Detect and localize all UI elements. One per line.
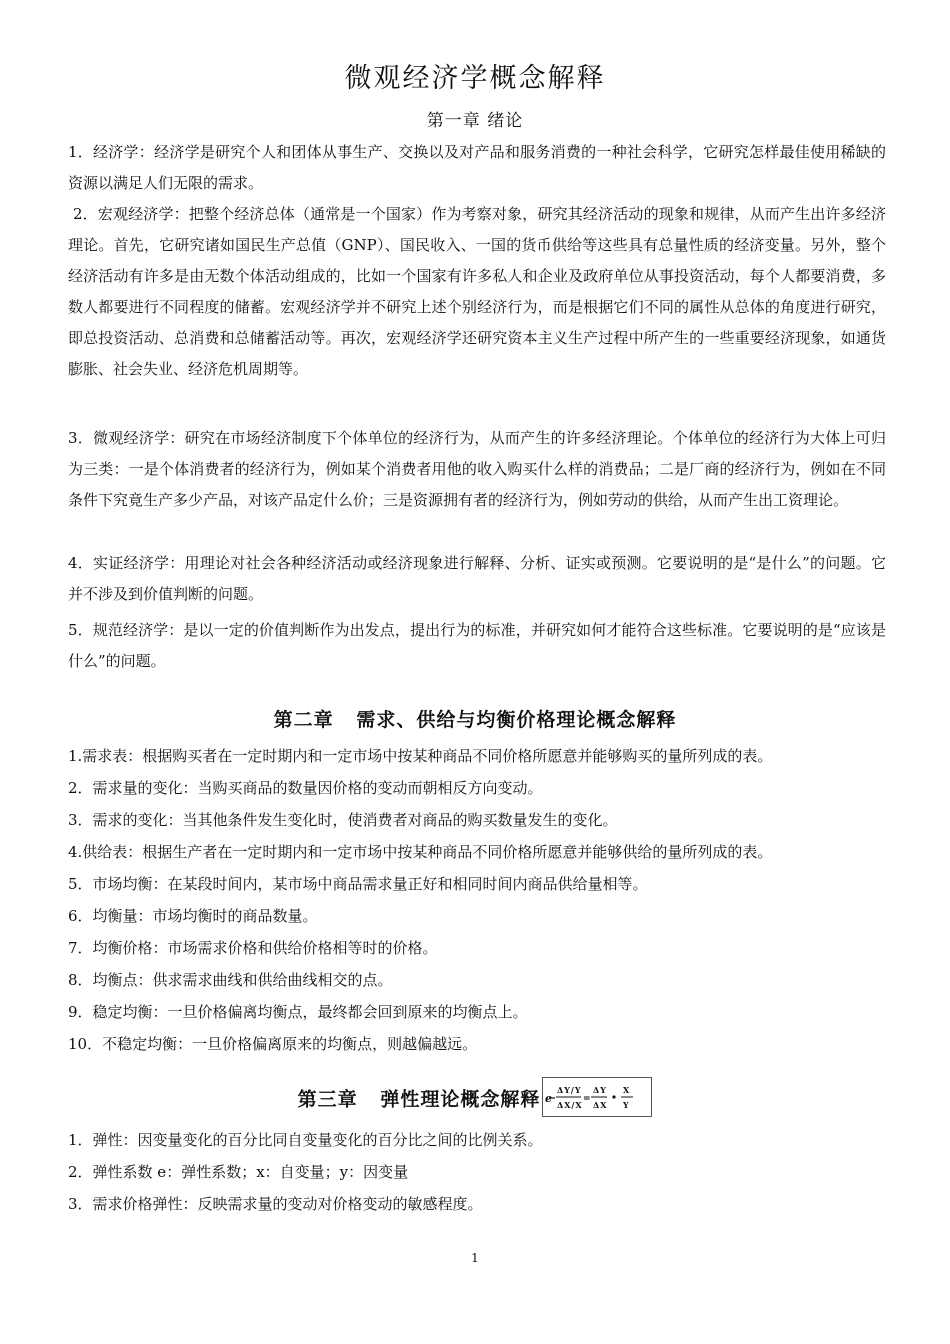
ch1-item-positive-economics: 4．实证经济学：用理论对社会各种经济活动或经济现象进行解释、分析、证实或预测。它要说明的是“是什么”的问题。它并不涉及到价值判断的问题。 (68, 554, 886, 603)
ch1-item-economics: 1．经济学：经济学是研究个人和团体从事生产、交换以及对产品和服务消费的一种社会科学，它研究怎样最佳使用稀缺的资源以满足人们无限的需求。 (68, 143, 886, 192)
elasticity-formula-image (542, 1077, 652, 1117)
ch2-item-demand-change: 3．需求的变化：当其他条件发生变化时，使消费者对商品的购买数量发生的变化。 (68, 811, 618, 829)
ch1-item-microeconomics: 3．微观经济学：研究在市场经济制度下个体单位的经济行为，从而产生的许多经济理论。个体单位的经济行为大体上可归为三类：一是个体消费者的经济行为，例如某个消费者用他的收入购买什么样的消费品；二是厂商的经济行为，例如在不同条件下究竟生产多少产品，对该产品定什么价；三是资源拥有者的经济行为，例如劳动的供给，从而产生出工资理论。 (68, 429, 886, 509)
ch2-item-unstable-equilibrium: 10．不稳定均衡：一旦价格偏离原来的均衡点，则越偏越远。 (68, 1035, 478, 1053)
chapter3-heading (0, 1080, 950, 1120)
page-number: 1 (471, 1251, 479, 1265)
svg-text:e: e (545, 1092, 554, 1105)
ch2-item-supply-schedule: 4.供给表：根据生产者在一定时期内和一定市场中按某种商品不同价格所愿意并能够供给的量所列成的表。 (68, 843, 773, 861)
ch3-item-price-elasticity-of-demand: 3．需求价格弹性：反映需求量的变动对价格变动的敏感程度。 (68, 1195, 483, 1213)
chapter3-title: 第三章 弹性理论概念解释 (297, 1088, 541, 1111)
ch2-item-demand-schedule: 1.需求表：根据购买者在一定时期内和一定市场中按某种商品不同价格所愿意并能够购买的量所列成的表。 (68, 747, 773, 765)
ch2-item-quantity-demanded-change: 2．需求量的变化：当购买商品的数量因价格的变动而朝相反方向变动。 (68, 779, 543, 797)
chapter1-title: 第一章 绪论 (426, 111, 524, 131)
elasticity-formula-graphic (543, 1078, 651, 1116)
document-title: 微观经济学概念解释 (344, 63, 606, 94)
svg-text:=: = (583, 1094, 592, 1104)
ch3-item-elasticity: 1．弹性：因变量变化的百分比同自变量变化的百分比之间的比例关系。 (68, 1131, 543, 1149)
svg-text:ΔY: ΔY (593, 1085, 608, 1095)
ch3-item-elasticity-coefficient: 2．弹性系数 e：弹性系数；x：自变量；y：因变量 (68, 1163, 409, 1181)
svg-text:ΔX: ΔX (593, 1100, 608, 1110)
svg-text:ΔY/Y: ΔY/Y (557, 1085, 582, 1095)
svg-text:Y: Y (623, 1100, 631, 1110)
ch1-item-macroeconomics: 2．宏观经济学：把整个经济总体（通常是一个国家）作为考察对象，研究其经济活动的现象和规律，从而产生出许多经济理论。首先，它研究诸如国民生产总值（GNP）、国民收入、一国的货币供给等这些具有总量性质的经济变量。另外，整个经济活动有许多是由无数个体活动组成的，比如一个国家有许多私人和企业及政府单位从事投资活动，每个人都要消费，多数人都要进行不同程度的储蓄。宏观经济学并不研究上述个别经济行为，而是根据它们不同的属性从总体的角度进行研究，即总投资活动、总消费和总储蓄活动等。再次，宏观经济学还研究资本主义生产过程中所产生的一些重要经济现象，如通货膨胀、社会失业、经济危机周期等。 (68, 205, 886, 378)
svg-text:ΔX/X: ΔX/X (557, 1100, 583, 1110)
ch1-item-normative-economics: 5．规范经济学：是以一定的价值判断作为出发点，提出行为的标准，并研究如何才能符合这些标准。它要说明的是“应该是什么”的问题。 (68, 621, 886, 670)
ch2-item-equilibrium-quantity: 6．均衡量：市场均衡时的商品数量。 (68, 907, 318, 925)
ch2-item-market-equilibrium: 5．市场均衡：在某段时间内，某市场中商品需求量正好和相同时间内商品供给量相等。 (68, 875, 648, 893)
chapter2-title: 第二章 需求、供给与均衡价格理论概念解释 (273, 709, 677, 731)
ch2-item-stable-equilibrium: 9．稳定均衡：一旦价格偏离均衡点，最终都会回到原来的均衡点上。 (68, 1003, 528, 1021)
ch2-item-equilibrium-price: 7．均衡价格：市场需求价格和供给价格相等时的价格。 (68, 939, 438, 957)
svg-text:X: X (623, 1085, 631, 1095)
ch2-item-equilibrium-point: 8．均衡点：供求需求曲线和供给曲线相交的点。 (68, 971, 393, 989)
